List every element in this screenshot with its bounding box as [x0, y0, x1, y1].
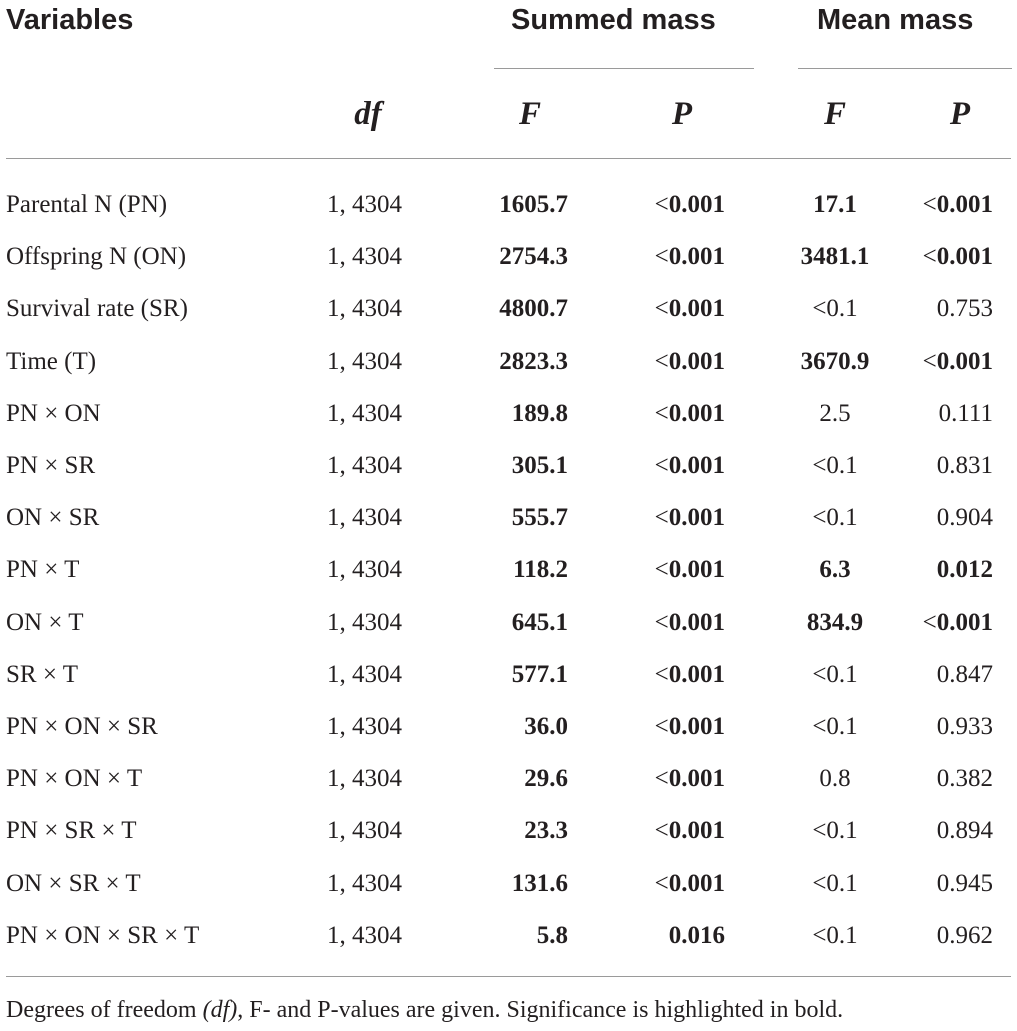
cell-summed-p: <0.001 — [654, 609, 725, 636]
cell-mean-f: 3670.9 — [800, 348, 870, 375]
cell-summed-p: <0.001 — [654, 452, 725, 479]
cell-variable: PN × ON × SR × T — [6, 922, 200, 949]
cell-df: 1, 4304 — [327, 713, 402, 740]
table-bottom-rule — [6, 976, 1011, 977]
cell-df: 1, 4304 — [327, 556, 402, 583]
summed-mass-rule — [494, 68, 754, 69]
footnote-df: (df) — [202, 997, 238, 1023]
cell-df: 1, 4304 — [327, 504, 402, 531]
cell-df: 1, 4304 — [327, 922, 402, 949]
cell-df: 1, 4304 — [327, 765, 402, 792]
cell-variable: ON × SR × T — [6, 870, 141, 897]
cell-summed-p: <0.001 — [654, 348, 725, 375]
cell-df: 1, 4304 — [327, 817, 402, 844]
cell-df: 1, 4304 — [327, 400, 402, 427]
footnote-text-start: Degrees of freedom — [6, 997, 203, 1023]
cell-df: 1, 4304 — [327, 191, 402, 218]
cell-mean-p: 0.945 — [936, 870, 993, 897]
header-summed-mass: Summed mass — [511, 4, 716, 36]
header-variables: Variables — [6, 4, 134, 36]
cell-mean-f: <0.1 — [812, 295, 858, 322]
cell-summed-p: <0.001 — [654, 191, 725, 218]
cell-variable: Time (T) — [6, 348, 97, 375]
cell-mean-f: <0.1 — [812, 870, 858, 897]
cell-df: 1, 4304 — [327, 348, 402, 375]
footnote-text-end: , F- and P-values are given. Significance is highlighted in bold. — [237, 997, 844, 1023]
cell-summed-p: <0.001 — [654, 504, 725, 531]
cell-variable: SR × T — [6, 661, 78, 688]
cell-mean-p: 0.894 — [936, 817, 993, 844]
cell-summed-f: 4800.7 — [499, 295, 568, 322]
cell-variable: PN × ON — [6, 400, 101, 427]
cell-mean-p: 0.382 — [936, 765, 993, 792]
cell-df: 1, 4304 — [327, 661, 402, 688]
cell-summed-p: <0.001 — [654, 295, 725, 322]
cell-summed-p: <0.001 — [654, 765, 725, 792]
cell-summed-p: <0.001 — [654, 817, 725, 844]
cell-summed-f: 36.0 — [524, 713, 568, 740]
cell-summed-f: 305.1 — [511, 452, 568, 479]
cell-summed-p: <0.001 — [654, 400, 725, 427]
header-bottom-rule — [6, 158, 1011, 159]
cell-mean-f: <0.1 — [812, 922, 858, 949]
cell-summed-f: 131.6 — [511, 870, 568, 897]
footnote — [6, 998, 843, 1022]
cell-summed-p: <0.001 — [654, 243, 725, 270]
header-mean-f: F — [823, 96, 846, 132]
cell-variable: Offspring N (ON) — [6, 243, 187, 270]
cell-mean-p: <0.001 — [922, 191, 993, 218]
cell-variable: PN × T — [6, 556, 80, 583]
cell-summed-f: 118.2 — [513, 556, 568, 583]
cell-mean-f: 6.3 — [819, 556, 851, 583]
cell-summed-p: <0.001 — [654, 870, 725, 897]
cell-mean-p: 0.962 — [936, 922, 993, 949]
cell-variable: Parental N (PN) — [6, 191, 168, 218]
cell-mean-f: 0.8 — [819, 765, 851, 792]
cell-summed-f: 555.7 — [511, 504, 568, 531]
cell-mean-f: <0.1 — [812, 661, 858, 688]
cell-summed-f: 23.3 — [524, 817, 568, 844]
cell-summed-p: 0.016 — [668, 922, 725, 949]
cell-mean-p: <0.001 — [922, 243, 993, 270]
cell-mean-p: 0.904 — [936, 504, 993, 531]
cell-mean-p: <0.001 — [922, 609, 993, 636]
cell-variable: Survival rate (SR) — [6, 295, 188, 322]
cell-summed-f: 577.1 — [511, 661, 568, 688]
cell-mean-p: 0.847 — [936, 661, 993, 688]
cell-mean-p: 0.933 — [936, 713, 993, 740]
cell-summed-f: 189.8 — [511, 400, 568, 427]
cell-variable: ON × T — [6, 609, 84, 636]
cell-mean-f: 17.1 — [813, 191, 857, 218]
cell-mean-f: 834.9 — [806, 609, 864, 636]
cell-df: 1, 4304 — [327, 870, 402, 897]
cell-mean-p: 0.753 — [936, 295, 993, 322]
cell-summed-f: 2754.3 — [499, 243, 568, 270]
cell-df: 1, 4304 — [327, 243, 402, 270]
cell-summed-f: 5.8 — [536, 922, 568, 949]
cell-variable: PN × ON × T — [6, 765, 143, 792]
header-df: df — [354, 96, 382, 132]
cell-df: 1, 4304 — [327, 452, 402, 479]
cell-summed-f: 645.1 — [511, 609, 568, 636]
header-summed-f: F — [518, 96, 541, 132]
cell-summed-p: <0.001 — [654, 556, 725, 583]
cell-variable: ON × SR — [6, 504, 100, 531]
cell-summed-f: 1605.7 — [499, 191, 568, 218]
header-summed-p: P — [671, 96, 693, 132]
cell-mean-f: <0.1 — [812, 713, 858, 740]
cell-mean-f: <0.1 — [812, 817, 858, 844]
cell-mean-f: <0.1 — [812, 452, 858, 479]
cell-summed-p: <0.001 — [654, 713, 725, 740]
cell-mean-f: <0.1 — [812, 504, 858, 531]
cell-df: 1, 4304 — [327, 609, 402, 636]
cell-mean-p: 0.831 — [936, 452, 993, 479]
cell-variable: PN × ON × SR — [6, 713, 158, 740]
cell-summed-f: 2823.3 — [499, 348, 568, 375]
cell-mean-p: 0.012 — [936, 556, 993, 583]
cell-summed-f: 29.6 — [524, 765, 568, 792]
cell-mean-f: 2.5 — [819, 400, 851, 427]
cell-summed-p: <0.001 — [654, 661, 725, 688]
cell-mean-f: 3481.1 — [800, 243, 870, 270]
header-mean-p: P — [949, 96, 971, 132]
cell-variable: PN × SR × T — [6, 817, 137, 844]
header-mean-mass: Mean mass — [817, 4, 974, 36]
cell-mean-p: 0.111 — [938, 400, 993, 427]
mean-mass-rule — [798, 68, 1012, 69]
cell-mean-p: <0.001 — [922, 348, 993, 375]
cell-df: 1, 4304 — [327, 295, 402, 322]
cell-variable: PN × SR — [6, 452, 96, 479]
